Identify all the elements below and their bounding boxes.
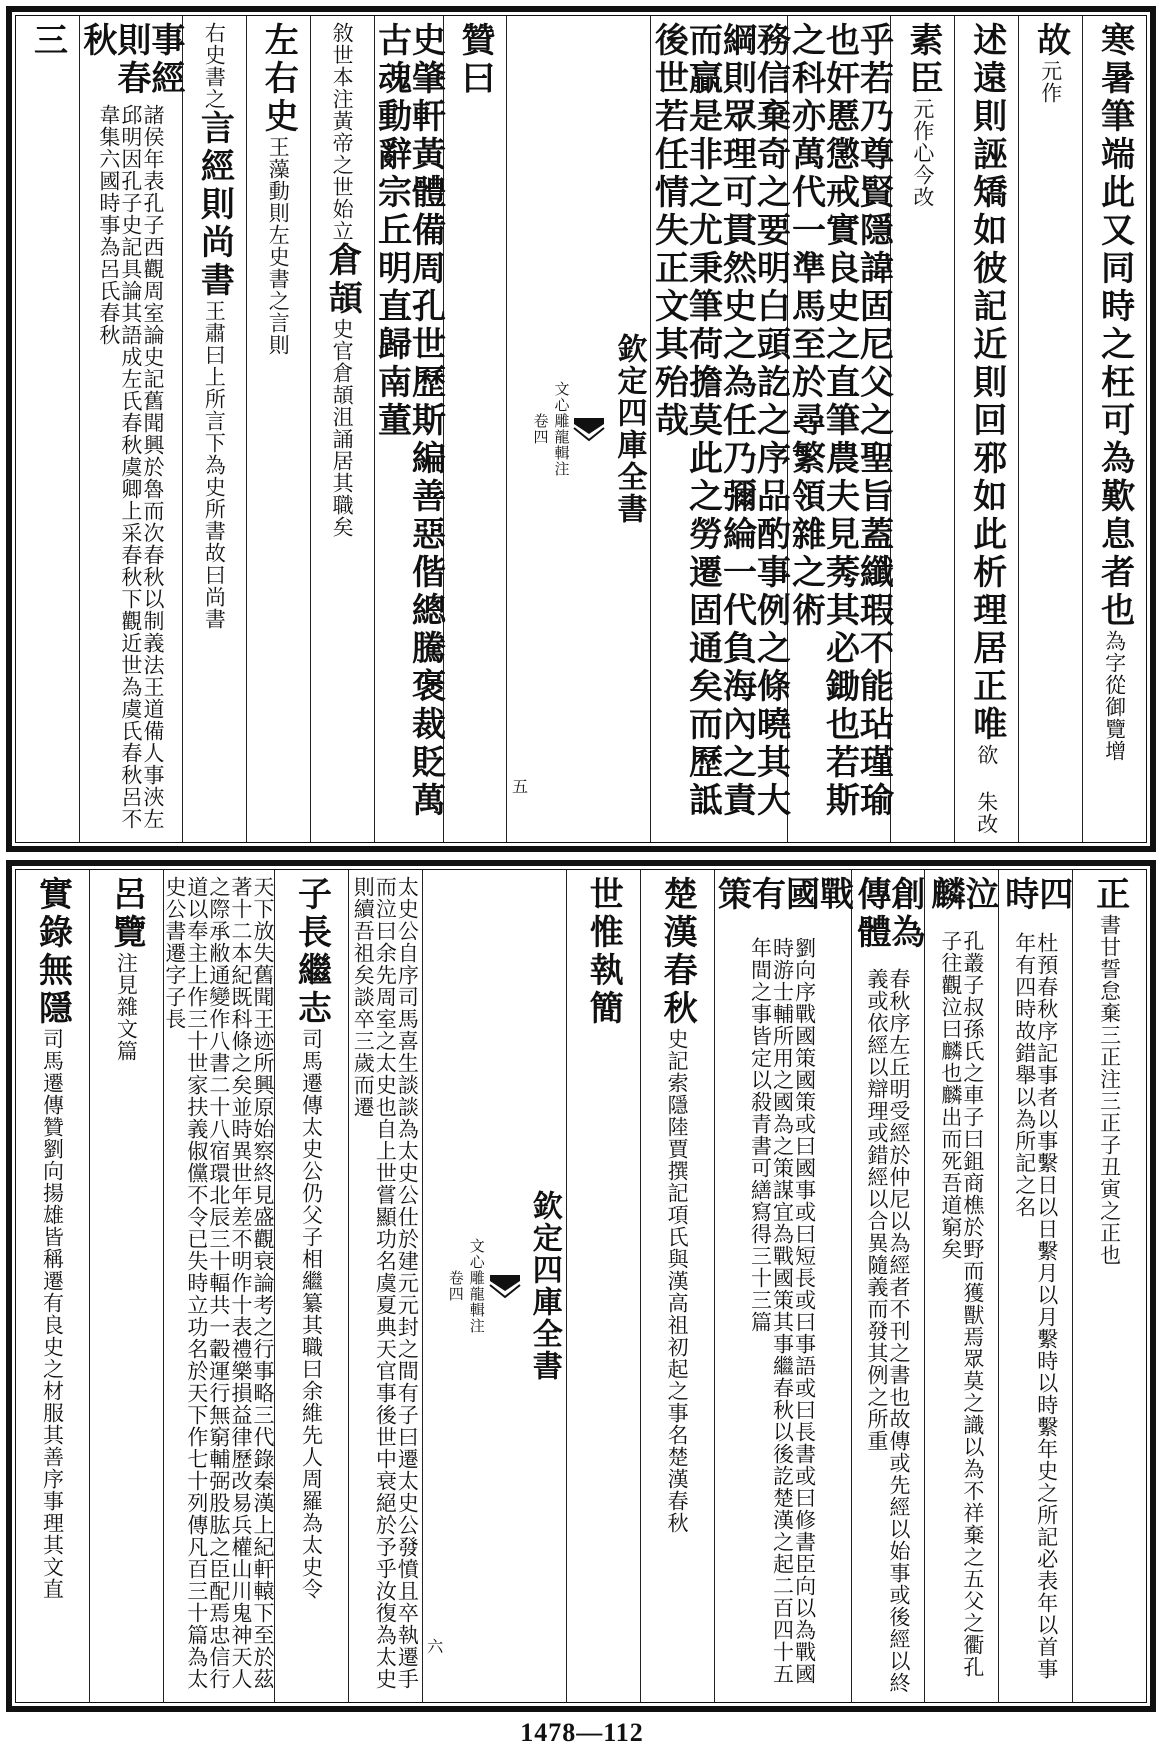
main-text: 四時 bbox=[998, 876, 1073, 914]
book-title: 文心雕龍輯注 bbox=[467, 1238, 486, 1334]
main-text: 言經則尚書 bbox=[194, 110, 235, 300]
text-column-right bbox=[1018, 16, 1082, 842]
main-text: 三 bbox=[27, 22, 68, 60]
main-text: 戰國有策 bbox=[711, 876, 854, 914]
main-text: 務信棄奇之要明白頭訖之序品酌事例之條曉其大綱則眾理可貫然史之為任乃彌綸一代負海內之責而贏是非之尤秉筆荷擔莫此之勞遷固通矣而歷詆後世若任情失正文其殆哉 bbox=[648, 22, 791, 820]
annotation-text: 司馬遷傳太史公仍父子相繼纂其職曰余維先人周羅為太史令 bbox=[299, 1028, 324, 1600]
main-text: 事經則春秋 bbox=[76, 22, 185, 98]
main-text: 創為傳體 bbox=[850, 876, 925, 952]
book-title: 文心雕龍輯注 bbox=[552, 381, 571, 477]
bottom-page-panel bbox=[6, 860, 1156, 1712]
annotation-text: 王藻動則左史書之言則 bbox=[266, 136, 291, 356]
text-column-right bbox=[1072, 870, 1146, 1702]
text-column-left bbox=[246, 16, 310, 842]
text-column-left bbox=[16, 16, 79, 842]
text-column-left bbox=[310, 16, 374, 842]
main-text: 史肇軒黃體備周孔世歷斯編善惡偕總騰褒裁貶萬古魂動辭宗丘明直歸南董 bbox=[371, 22, 446, 820]
text-column-right bbox=[566, 870, 640, 1702]
text-column-right bbox=[998, 870, 1072, 1702]
main-text: 故 bbox=[1030, 22, 1071, 60]
annotation-text: 為字從御覽增 bbox=[1102, 630, 1127, 762]
main-text: 世惟執簡 bbox=[583, 876, 624, 1028]
annotation-text: 史官倉頡沮誦居其職矣 bbox=[330, 318, 355, 538]
text-column-right bbox=[711, 870, 854, 1702]
annotation-text: 右史書之 bbox=[202, 22, 227, 110]
text-column-left bbox=[76, 16, 185, 842]
annotation-text: 元作 bbox=[1038, 60, 1063, 104]
page-code: 1478—112 bbox=[520, 1718, 644, 1747]
text-column-left bbox=[16, 870, 89, 1702]
annotation-text: 敘世本注黃帝之世始立 bbox=[330, 22, 355, 242]
center-fold-title bbox=[422, 870, 566, 1702]
text-column-left bbox=[274, 870, 348, 1702]
leaf-number: 六 bbox=[424, 1638, 444, 1654]
volume-label: 卷四 bbox=[531, 413, 550, 445]
volume-label: 卷四 bbox=[446, 1270, 465, 1302]
fish-tail-mark-icon bbox=[488, 1271, 522, 1301]
text-column-right bbox=[924, 870, 998, 1702]
text-column-right bbox=[1082, 16, 1146, 842]
text-column-left bbox=[371, 16, 446, 842]
text-column-right bbox=[954, 16, 1018, 842]
annotation-text: 劉向序戰國策國策或曰國事或曰短長或曰事語或曰長書或曰修書臣向以為戰國時游士輔所用之國為之策謀宜為戰國策其事繼春秋以後訖楚漢之起二百四十五年間之事皆定以殺青書可繕寫得三十三篇 bbox=[748, 936, 817, 1685]
annotation-text: 史記索隱陸賈撰記項氏與漢高祖初起之事名楚漢春秋 bbox=[665, 1028, 690, 1534]
annotation-text: 春秋序左丘明受經於仲尼以為經者不刊之書也故傳或先經以始事或後經以終義或依經以辯理或錯經以合異隨義而發其例之所重 bbox=[864, 967, 911, 1694]
annotation-text: 元作心今改 bbox=[910, 98, 935, 208]
main-text: 泣麟 bbox=[924, 876, 999, 914]
annotation-text: 注見雜文篇 bbox=[114, 952, 139, 1062]
main-text: 左右史 bbox=[258, 22, 299, 136]
main-text: 子長繼志 bbox=[291, 876, 332, 1028]
annotation-text: 孔叢子叔孫氏之車子曰鉏商樵於野而獲獸焉眾莫之識以為不祥棄之五父之衢孔子往觀泣曰麟也麟出而死吾道窮矣 bbox=[938, 930, 985, 1678]
annotation-text: 杜預春秋序記事者以事繫日以日繫月以月繫時以時繫年史之所記必表年以首事年有四時故錯舉以為所記之名 bbox=[1012, 932, 1059, 1681]
fish-tail-mark-icon bbox=[572, 414, 606, 444]
main-text: 寒暑筆端此又同時之枉可為歎息者也 bbox=[1094, 22, 1135, 630]
text-column-right bbox=[785, 16, 894, 842]
annotation-text: 諸侯年表孔子西觀周室論史記舊聞興於魯而次春秋以制義法王道備人事浹左邱明因孔子史記具論其語成左氏春秋虞卿上采春秋下觀近世為虞氏春秋呂不韋集六國時事為呂氏春秋 bbox=[96, 104, 165, 831]
main-text: 倉頡 bbox=[322, 242, 363, 318]
top-page-panel bbox=[6, 6, 1156, 852]
annotation-text: 天下放失舊聞王迹所興原始察終見盛觀衰論考之行事略三代錄秦漢上紀軒轅下至於茲著十二本紀既科條之矣並時異世年差不明作十表禮樂損益律歷改易兵權山川鬼神天人之際承敝通變作八書二十八宿環北辰三十輻共一轂運行無窮輔弼股肱之臣配焉忠信行道以奉主上作三十世家扶義俶儻不令已失時立功名於天下作七十列傳凡百三十篇為太史公書遷字子長 bbox=[162, 876, 275, 1690]
text-column-left bbox=[443, 16, 507, 842]
main-text: 楚漢春秋 bbox=[657, 876, 698, 1028]
main-text: 正 bbox=[1089, 876, 1130, 914]
text-column-left bbox=[89, 870, 163, 1702]
collection-title: 欽定四庫全書 bbox=[611, 333, 647, 525]
annotation-text: 欲 朱改 bbox=[974, 744, 999, 835]
text-column-left bbox=[348, 870, 422, 1702]
annotation-text: 太史公自序司馬喜生談談為太史公仕於建元元封之間有子曰遷太史公發憤且卒執遷手而泣曰余先周室之太史也自上世嘗顯功名虞夏典天官事後世中衰絕於予乎汝復為太史則續吾祖矣談卒三歲而遷 bbox=[351, 876, 420, 1690]
annotation-text: 書甘誓怠棄三正注三正子丑寅之正也 bbox=[1097, 914, 1122, 1266]
annotation-text: 王肅曰上所言下為史所書故曰尚書 bbox=[202, 300, 227, 630]
text-column-left bbox=[182, 16, 246, 842]
annotation-text: 司馬遷傳贊劉向揚雄皆稱遷有良史之材服其善序事理其文直 bbox=[40, 1028, 65, 1600]
text-column-left bbox=[163, 870, 274, 1702]
main-text: 實錄無隱 bbox=[32, 876, 73, 1028]
collection-title: 欽定四庫全書 bbox=[526, 1190, 562, 1382]
text-column-right bbox=[851, 870, 925, 1702]
text-column-right bbox=[648, 16, 791, 842]
center-fold-title bbox=[506, 16, 650, 842]
main-text: 述遠則誣矯如彼記近則回邪如此析理居正唯 bbox=[966, 22, 1007, 744]
main-text: 素臣 bbox=[902, 22, 943, 98]
main-text: 贊曰 bbox=[455, 22, 495, 98]
text-column-right bbox=[890, 16, 954, 842]
top-text-columns bbox=[16, 16, 1146, 842]
bottom-text-columns bbox=[16, 870, 1146, 1702]
main-text: 呂覽 bbox=[106, 876, 147, 952]
main-text: 乎若乃尊賢隱諱固尼父之聖旨蓋纖瑕不能玷瑾瑜也奸慝懲戒實良史之直筆農夫見莠其必鋤也若斯之科亦萬代一準馬至於尋繁領雜之術 bbox=[785, 22, 894, 820]
leaf-number: 五 bbox=[509, 778, 529, 794]
text-column-right bbox=[640, 870, 714, 1702]
